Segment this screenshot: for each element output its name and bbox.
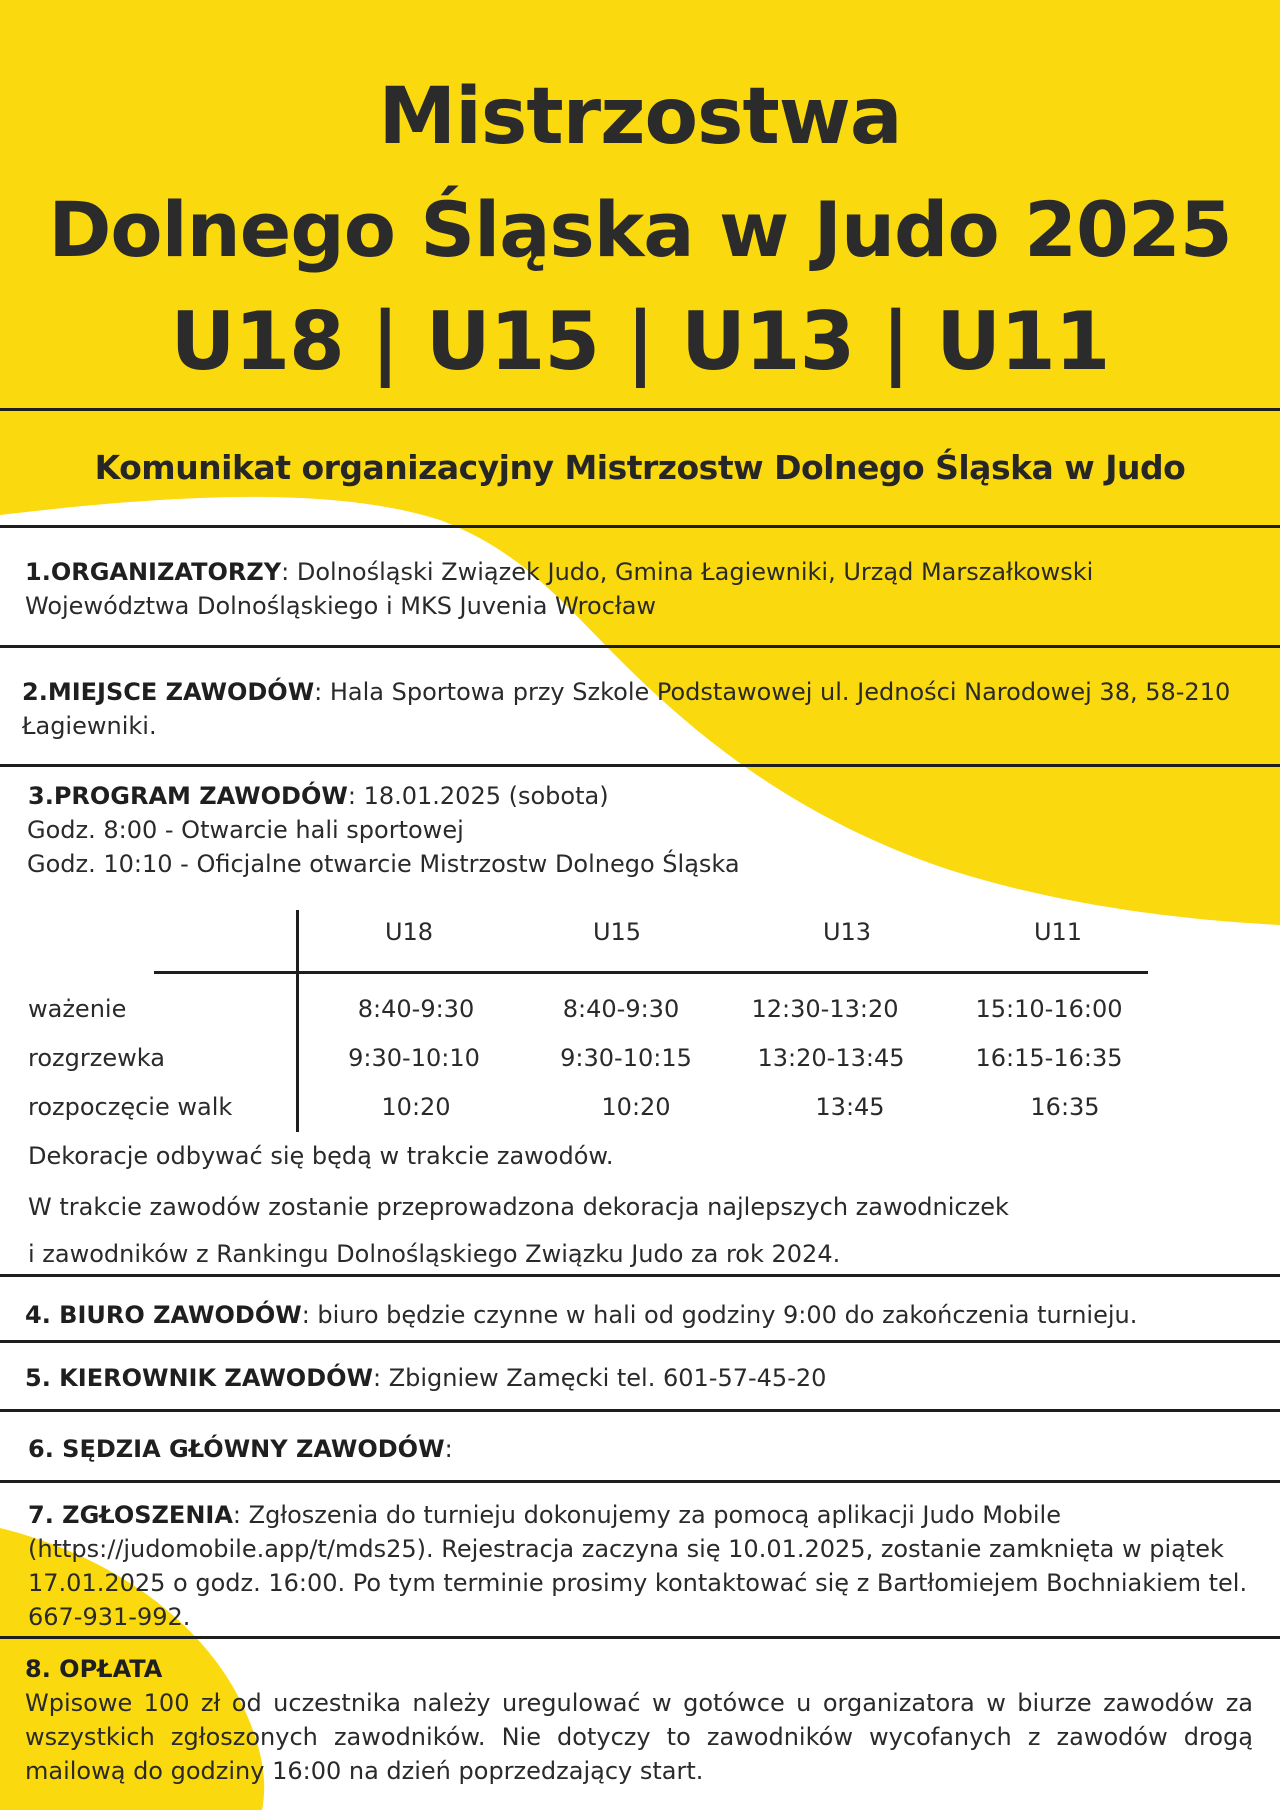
divider — [0, 764, 1280, 767]
section-text: : Hala Sportowa przy Szkole Podstawowej ul. Jedności Narodowej 38, 58-210 Łagiewniki. — [22, 678, 1231, 740]
section-label: 6. SĘDZIA GŁÓWNY ZAWODÓW — [28, 1435, 445, 1463]
section-label: 4. BIURO ZAWODÓW — [25, 1301, 302, 1329]
table-cell: 8:40-9:30 — [562, 995, 680, 1023]
section-text: : biuro będzie czynne w hali od godziny 9:00 do zakończenia turnieju. — [301, 1301, 1138, 1329]
table-header-rule — [154, 971, 1148, 974]
table-cell: 16:35 — [1030, 1093, 1100, 1121]
section-manager — [25, 1361, 1265, 1395]
table-cell: 10:20 — [601, 1093, 671, 1121]
section-fee-text: Wpisowe 100 zł od uczestnika należy uregulować w gotówce u organizatora w biurze zawodów za wszystkich zgłoszonych zawodników. Nie dotyczy to zawodników wycofanych z zawodów drogą mailową do godziny 16:00 na dzień poprzedzający start. — [25, 1689, 1253, 1785]
column-header-u18: U18 — [384, 918, 434, 946]
decorations-line-1: Dekoracje odbywać się będą w trakcie zawodów. — [28, 1142, 614, 1170]
section-text: : Dolnośląski Związek Judo, Gmina Łagiewniki, Urząd Marszałkowski Województwa Dolnośląskiego i MKS Juvenia Wrocław — [25, 558, 1094, 620]
divider — [0, 1409, 1280, 1412]
column-header-u11: U11 — [1033, 918, 1083, 946]
row-label: rozpoczęcie walk — [28, 1093, 233, 1121]
divider — [0, 1636, 1280, 1639]
title-line-2: Dolnego Śląska w Judo 2025 — [48, 185, 1232, 274]
divider — [0, 1274, 1280, 1277]
table-cell: 15:10-16:00 — [975, 995, 1123, 1023]
section-text: : Zgłoszenia do turnieju dokonujemy za pomocą aplikacji Judo Mobile (https://judomobile.app/t/mds25). Rejestracja zaczyna się 10.01.2025, zostanie zamknięta w piątek 17.01.2025 o godz. 16:00. Po tym terminie prosimy kontaktować się z Bartłomiejem Bochniakiem tel. 667-931-992. — [28, 1501, 1248, 1631]
section-text: : 18.01.2025 (sobota) — [347, 782, 609, 810]
section-label: 1.ORGANIZATORZY — [25, 558, 282, 586]
table-cell: 9:30-10:10 — [348, 1044, 480, 1072]
table-cell: 9:30-10:15 — [560, 1044, 692, 1072]
title-line-3: U18 | U15 | U13 | U11 — [170, 295, 1110, 388]
section-label: 2.MIEJSCE ZAWODÓW — [22, 678, 315, 706]
section-label: 7. ZGŁOSZENIA — [28, 1501, 233, 1529]
section-text: : Zbigniew Zamęcki tel. 601-57-45-20 — [373, 1364, 827, 1392]
section-fee-label — [25, 1652, 162, 1686]
row-label: rozgrzewka — [28, 1044, 165, 1072]
section-label: 5. KIEROWNIK ZAWODÓW — [25, 1364, 373, 1392]
section-office — [25, 1298, 1265, 1332]
divider — [0, 1480, 1280, 1483]
table-cell: 10:20 — [381, 1093, 451, 1121]
table-cell: 13:45 — [815, 1093, 885, 1121]
column-header-u15: U15 — [592, 918, 642, 946]
table-cell: 12:30-13:20 — [751, 995, 899, 1023]
section-venue — [22, 675, 1262, 743]
divider — [0, 525, 1280, 528]
subtitle: Komunikat organizacyjny Mistrzostw Dolnego Śląska w Judo — [94, 448, 1186, 487]
decorations-line-3: i zawodników z Rankingu Dolnośląskiego Związku Judo za rok 2024. — [28, 1240, 841, 1268]
section-label: 8. OPŁATA — [25, 1655, 163, 1683]
table-cell: 8:40-9:30 — [357, 995, 475, 1023]
row-label: ważenie — [28, 995, 127, 1023]
divider — [0, 645, 1280, 648]
section-referee — [28, 1432, 1268, 1466]
divider — [0, 408, 1280, 411]
program-line-1: Godz. 8:00 - Otwarcie hali sportowej — [27, 816, 464, 844]
program-line-2: Godz. 10:10 - Oficjalne otwarcie Mistrzostw Dolnego Śląska — [27, 850, 740, 878]
table-vertical-rule — [296, 910, 299, 1132]
section-program — [28, 779, 1268, 881]
section-text: : — [444, 1435, 453, 1463]
section-entries — [28, 1498, 1258, 1634]
divider — [0, 1340, 1280, 1343]
title-line-1: Mistrzostwa — [378, 72, 902, 162]
decorations-line-2: W trakcie zawodów zostanie przeprowadzona dekoracja najlepszych zawodniczek — [28, 1193, 1009, 1221]
table-cell: 13:20-13:45 — [757, 1044, 905, 1072]
section-label: 3.PROGRAM ZAWODÓW — [28, 782, 348, 810]
table-cell: 16:15-16:35 — [975, 1044, 1123, 1072]
section-organizers — [25, 555, 1245, 623]
column-header-u13: U13 — [822, 918, 872, 946]
